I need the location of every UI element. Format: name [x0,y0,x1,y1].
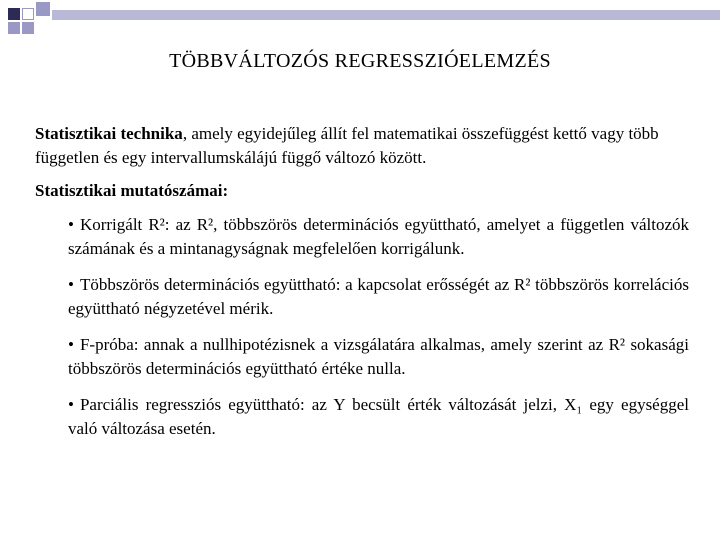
bullet-mark: • [68,215,74,234]
decor-square-light [8,22,20,34]
slide-title: TÖBBVÁLTOZÓS REGRESSZIÓELEMZÉS [169,50,551,72]
bullet-mark: • [68,275,74,294]
bullet-list [35,213,689,441]
slide-corner-decoration [0,0,720,40]
decor-square-dark [8,8,20,20]
bullet-mark: • [68,395,74,414]
intro-paragraph [35,122,689,170]
bullet-text: F-próba: annak a nullhipotézisnek a vizsgálatára alkalmas, amely szerint az R² sokasági többszörös determinációs együttható értéke nulla. [68,335,689,378]
decor-square-light [36,2,50,16]
bullet-item [68,333,689,381]
section-heading: Statisztikai mutatószámai: [35,181,229,200]
header-bar [52,10,720,20]
bullet-text: Korrigált R²: az R², többszörös determinációs együttható, amelyet a független változók számának és a mintanagyságnak megfelelően korrigálunk. [68,215,689,258]
intro-text: , amely egyidejűleg állít fel matematikai összefüggést kettő vagy több független és egy intervallumskálájú függő változó között. [35,124,659,167]
bullet-text: Többszörös determinációs együttható: a kapcsolat erősségét az R² többszörös korrelációs együttható négyzetével mérik. [68,275,689,318]
decor-square-light [22,22,34,34]
bullet-mark: • [68,335,74,354]
intro-term: Statisztikai technika [35,124,183,143]
slide-body [35,122,689,453]
bullet-text: Parciális regressziós együttható: az Y becsült érték változását jelzi, X₁ egy egységgel való változása esetén. [68,395,689,438]
bullet-item [68,393,689,441]
bullet-item [68,273,689,321]
decor-square-white [22,8,34,20]
bullet-item [68,213,689,261]
